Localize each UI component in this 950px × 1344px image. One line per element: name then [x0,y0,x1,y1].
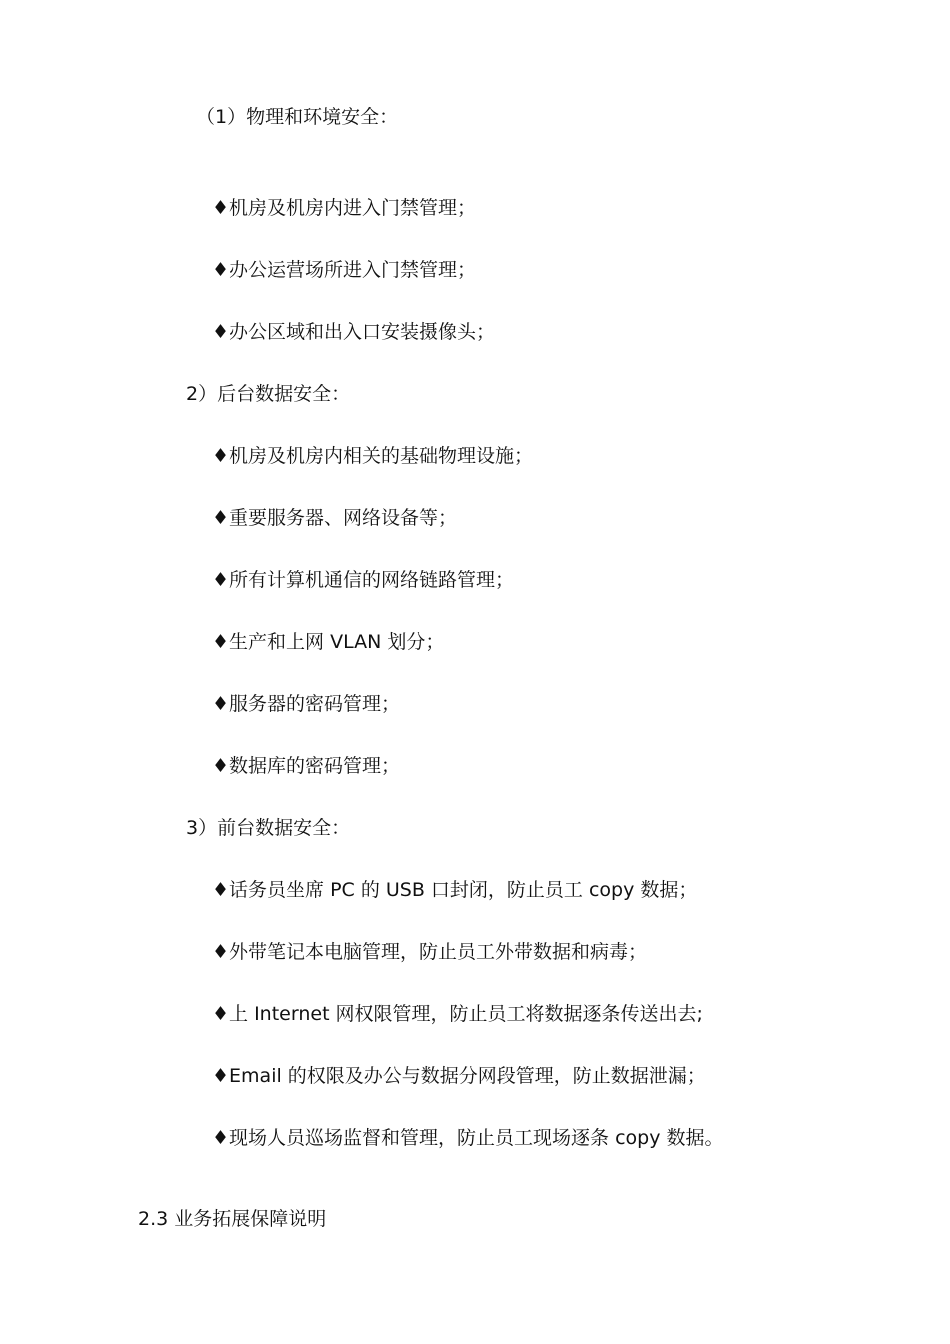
section-1-item-3: ♦办公区域和出入口安装摄像头； [212,321,496,343]
section-2-heading: 2）后台数据安全： [186,383,351,405]
section-3-item-4: ♦Email 的权限及办公与数据分网段管理，防止数据泄漏； [212,1065,706,1087]
section-2-item-6: ♦数据库的密码管理； [212,755,401,777]
section-3-item-3: ♦上 Internet 网权限管理，防止员工将数据逐条传送出去; [212,1003,703,1025]
section-3-item-1: ♦话务员坐席 PC 的 USB 口封闭，防止员工 copy 数据； [212,879,698,901]
section-1-heading: （1）物理和环境安全： [196,106,399,128]
section-2-item-4: ♦生产和上网 VLAN 划分； [212,631,445,653]
section-1-item-2: ♦办公运营场所进入门禁管理； [212,259,477,281]
section-3-item-2: ♦外带笔记本电脑管理，防止员工外带数据和病毒； [212,941,648,963]
section-1-item-1: ♦机房及机房内进入门禁管理； [212,197,477,219]
section-2-item-3: ♦所有计算机通信的网络链路管理； [212,569,515,591]
next-section-title: 2.3 业务拓展保障说明 [138,1208,327,1230]
section-2-item-2: ♦重要服务器、网络设备等； [212,507,458,529]
section-2-item-1: ♦机房及机房内相关的基础物理设施； [212,445,534,467]
section-2-item-5: ♦服务器的密码管理； [212,693,401,715]
section-3-item-5: ♦现场人员巡场监督和管理，防止员工现场逐条 copy 数据。 [212,1127,724,1149]
section-3-heading: 3）前台数据安全： [186,817,351,839]
